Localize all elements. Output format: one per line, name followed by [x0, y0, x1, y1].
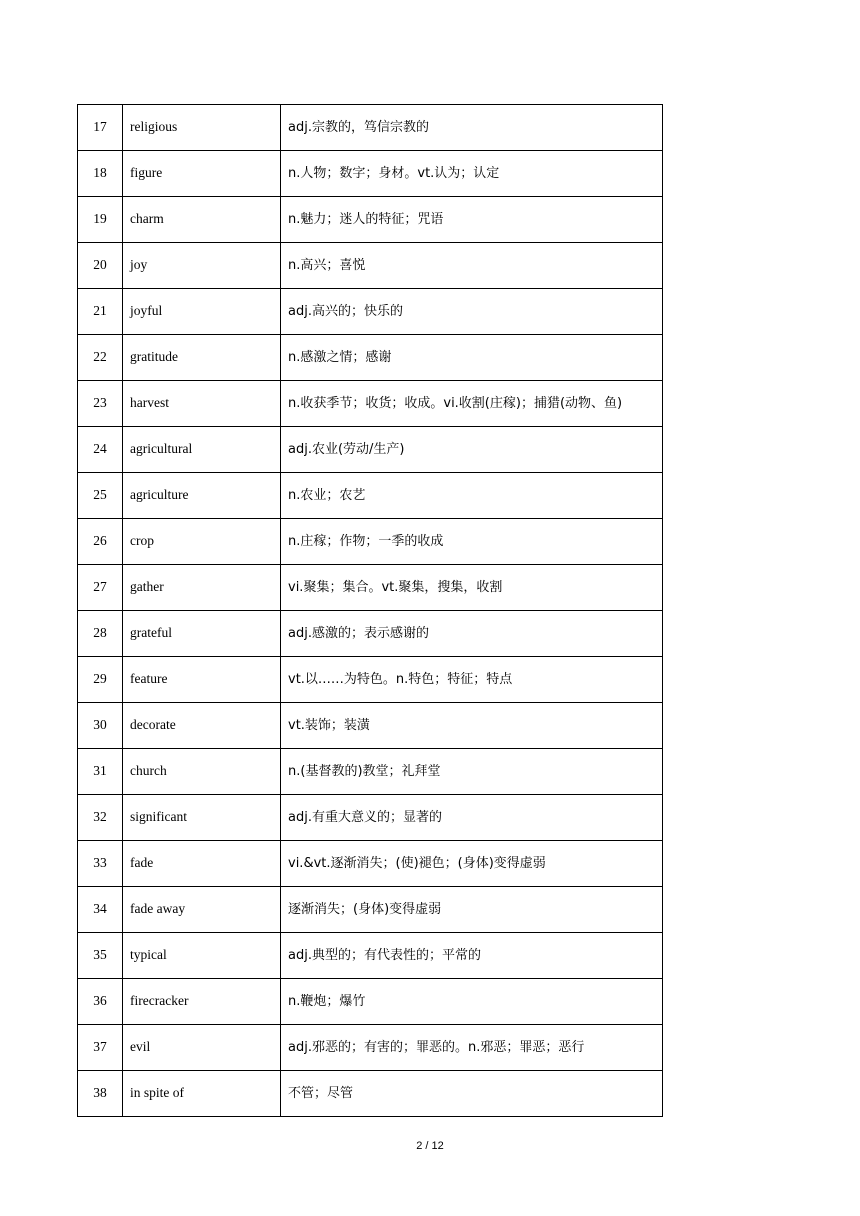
- vocabulary-table: [77, 104, 663, 1117]
- vocabulary-word: church: [123, 749, 281, 795]
- word-definition: vi.聚集；集合。vt.聚集，搜集，收割: [281, 565, 663, 611]
- table-row: [78, 243, 663, 289]
- row-number: 18: [78, 151, 123, 197]
- word-definition: n.感激之情；感谢: [281, 335, 663, 381]
- page-number: 2 / 12: [416, 1140, 444, 1152]
- row-number: 33: [78, 841, 123, 887]
- table-row: [78, 335, 663, 381]
- row-number: 23: [78, 381, 123, 427]
- row-number: 35: [78, 933, 123, 979]
- table-row: [78, 381, 663, 427]
- word-definition: n.鞭炮；爆竹: [281, 979, 663, 1025]
- vocabulary-word: in spite of: [123, 1071, 281, 1117]
- vocabulary-word: gratitude: [123, 335, 281, 381]
- vocabulary-word: agricultural: [123, 427, 281, 473]
- row-number: 24: [78, 427, 123, 473]
- word-definition: n.(基督教的)教堂；礼拜堂: [281, 749, 663, 795]
- row-number: 27: [78, 565, 123, 611]
- vocabulary-word: agriculture: [123, 473, 281, 519]
- vocabulary-word: significant: [123, 795, 281, 841]
- row-number: 32: [78, 795, 123, 841]
- vocabulary-word: crop: [123, 519, 281, 565]
- word-definition: adj.感激的；表示感谢的: [281, 611, 663, 657]
- table-row: [78, 289, 663, 335]
- table-row: [78, 611, 663, 657]
- table-row: [78, 887, 663, 933]
- row-number: 20: [78, 243, 123, 289]
- word-definition: adj.邪恶的；有害的；罪恶的。n.邪恶；罪恶；恶行: [281, 1025, 663, 1071]
- row-number: 31: [78, 749, 123, 795]
- word-definition: n.收获季节；收货；收成。vi.收割(庄稼)；捕猎(动物、鱼): [281, 381, 663, 427]
- table-row: [78, 1025, 663, 1071]
- vocabulary-word: gather: [123, 565, 281, 611]
- row-number: 17: [78, 105, 123, 151]
- vocabulary-word: evil: [123, 1025, 281, 1071]
- table-row: [78, 933, 663, 979]
- word-definition: adj.宗教的，笃信宗教的: [281, 105, 663, 151]
- vocabulary-word: joyful: [123, 289, 281, 335]
- word-definition: adj.高兴的；快乐的: [281, 289, 663, 335]
- table-row: [78, 749, 663, 795]
- word-definition: vt.以……为特色。n.特色；特征；特点: [281, 657, 663, 703]
- vocabulary-word: charm: [123, 197, 281, 243]
- table-row: [78, 565, 663, 611]
- word-definition: n.人物；数字；身材。vt.认为；认定: [281, 151, 663, 197]
- vocabulary-word: joy: [123, 243, 281, 289]
- vocabulary-table-body: [78, 105, 663, 1117]
- row-number: 21: [78, 289, 123, 335]
- row-number: 19: [78, 197, 123, 243]
- vocabulary-word: typical: [123, 933, 281, 979]
- vocabulary-word: religious: [123, 105, 281, 151]
- word-definition: n.庄稼；作物；一季的收成: [281, 519, 663, 565]
- table-row: [78, 979, 663, 1025]
- table-row: [78, 151, 663, 197]
- row-number: 30: [78, 703, 123, 749]
- word-definition: n.农业；农艺: [281, 473, 663, 519]
- word-definition: adj.典型的；有代表性的；平常的: [281, 933, 663, 979]
- vocabulary-word: feature: [123, 657, 281, 703]
- row-number: 29: [78, 657, 123, 703]
- word-definition: adj.有重大意义的；显著的: [281, 795, 663, 841]
- row-number: 34: [78, 887, 123, 933]
- row-number: 38: [78, 1071, 123, 1117]
- vocabulary-word: decorate: [123, 703, 281, 749]
- table-row: [78, 105, 663, 151]
- table-row: [78, 1071, 663, 1117]
- vocabulary-word: fade: [123, 841, 281, 887]
- row-number: 37: [78, 1025, 123, 1071]
- row-number: 28: [78, 611, 123, 657]
- table-row: [78, 703, 663, 749]
- row-number: 36: [78, 979, 123, 1025]
- word-definition: adj.农业(劳动/生产): [281, 427, 663, 473]
- table-row: [78, 841, 663, 887]
- word-definition: 逐渐消失；(身体)变得虚弱: [281, 887, 663, 933]
- vocabulary-word: firecracker: [123, 979, 281, 1025]
- vocabulary-word: fade away: [123, 887, 281, 933]
- row-number: 26: [78, 519, 123, 565]
- word-definition: n.魅力；迷人的特征；咒语: [281, 197, 663, 243]
- table-row: [78, 519, 663, 565]
- table-row: [78, 795, 663, 841]
- vocabulary-word: grateful: [123, 611, 281, 657]
- table-row: [78, 473, 663, 519]
- word-definition: n.高兴；喜悦: [281, 243, 663, 289]
- table-row: [78, 427, 663, 473]
- vocabulary-word: harvest: [123, 381, 281, 427]
- word-definition: 不管；尽管: [281, 1071, 663, 1117]
- word-definition: vi.&vt.逐渐消失；(使)褪色；(身体)变得虚弱: [281, 841, 663, 887]
- table-row: [78, 197, 663, 243]
- table-row: [78, 657, 663, 703]
- vocabulary-word: figure: [123, 151, 281, 197]
- word-definition: vt.装饰；装潢: [281, 703, 663, 749]
- row-number: 22: [78, 335, 123, 381]
- row-number: 25: [78, 473, 123, 519]
